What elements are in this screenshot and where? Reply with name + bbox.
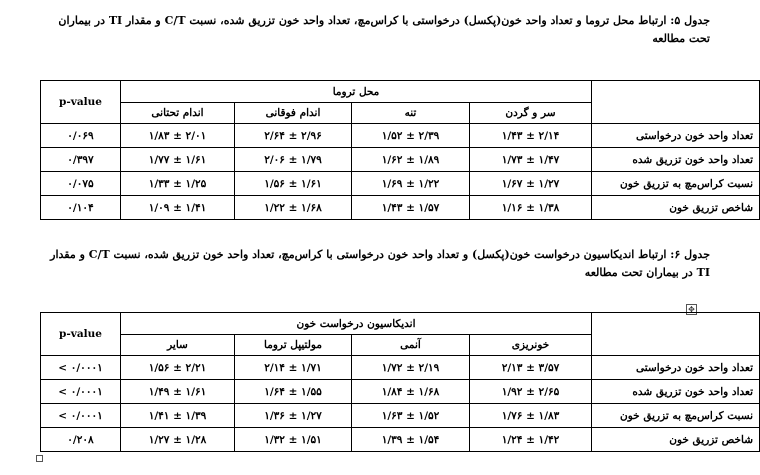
table-cell: ۱/۷۷ ± ۱/۶۱ <box>121 148 235 172</box>
table-row <box>41 148 760 172</box>
column-header: تنه <box>352 103 470 124</box>
table-cell: ۱/۲۲ ± ۱/۶۸ <box>235 196 352 220</box>
pvalue-cell: ۰/۰۶۹ <box>41 124 121 148</box>
pvalue-cell: ۰/۰۰۰۱ > <box>41 356 121 380</box>
table-resize-handle[interactable] <box>36 455 43 462</box>
table-5-caption: جدول ۵: ارتباط محل تروما و تعداد واحد خون(پکسل) درخواستی با کراس‌مچ، تعداد واحد خون تزریق شده، نسبت C/T و مقدار TI در بیماران تحت مطالعه <box>58 14 710 45</box>
table-cell: ۱/۲۷ ± ۱/۲۸ <box>121 428 235 452</box>
table-cell: ۱/۶۲ ± ۱/۸۹ <box>352 148 470 172</box>
table-cell: ۱/۱۶ ± ۱/۳۸ <box>470 196 592 220</box>
table-row <box>41 380 760 404</box>
pvalue-cell: ۰/۰۷۵ <box>41 172 121 196</box>
pvalue-cell: ۰/۲۰۸ <box>41 428 121 452</box>
table-cell: ۱/۶۴ ± ۱/۵۵ <box>235 380 352 404</box>
table-move-handle-icon[interactable]: ✥ <box>686 304 697 315</box>
pvalue-cell: ۰/۳۹۷ <box>41 148 121 172</box>
row-label: نسبت کراس‌مچ به تزریق خون <box>592 172 760 196</box>
column-header: اندام فوقانی <box>235 103 352 124</box>
table-cell: ۱/۴۹ ± ۱/۶۱ <box>121 380 235 404</box>
row-label-header <box>592 313 760 356</box>
table-cell: ۱/۶۷ ± ۱/۲۷ <box>470 172 592 196</box>
group-header: محل تروما <box>121 81 592 103</box>
pvalue-cell: ۰/۱۰۴ <box>41 196 121 220</box>
table-cell: ۱/۰۹ ± ۱/۴۱ <box>121 196 235 220</box>
column-header: سر و گردن <box>470 103 592 124</box>
pvalue-header: p-value <box>41 81 121 124</box>
table-row <box>41 124 760 148</box>
table-cell: ۱/۳۶ ± ۱/۲۷ <box>235 404 352 428</box>
table-cell: ۱/۵۲ ± ۲/۳۹ <box>352 124 470 148</box>
table-cell: ۱/۳۲ ± ۱/۵۱ <box>235 428 352 452</box>
table-cell: ۱/۵۶ ± ۱/۶۱ <box>235 172 352 196</box>
column-header: مولتیپل تروما <box>235 335 352 356</box>
table-cell: ۱/۸۳ ± ۲/۰۱ <box>121 124 235 148</box>
table-6 <box>40 312 760 452</box>
table-cell: ۱/۷۲ ± ۲/۱۹ <box>352 356 470 380</box>
table-cell: ۱/۶۳ ± ۱/۵۲ <box>352 404 470 428</box>
table-cell: ۱/۳۹ ± ۱/۵۴ <box>352 428 470 452</box>
table-cell: ۲/۰۶ ± ۱/۷۹ <box>235 148 352 172</box>
column-header: اندام تحتانی <box>121 103 235 124</box>
table-row <box>41 356 760 380</box>
table-cell: ۲/۶۴ ± ۲/۹۶ <box>235 124 352 148</box>
table-cell: ۱/۲۴ ± ۱/۴۲ <box>470 428 592 452</box>
table-cell: ۱/۴۳ ± ۲/۱۴ <box>470 124 592 148</box>
table-cell: ۱/۴۱ ± ۱/۳۹ <box>121 404 235 428</box>
table-cell: ۲/۱۴ ± ۱/۷۱ <box>235 356 352 380</box>
group-header: اندیکاسیون درخواست خون <box>121 313 592 335</box>
table-row <box>41 172 760 196</box>
table-row <box>41 196 760 220</box>
table-6-caption: جدول ۶: ارتباط اندیکاسیون درخواست خون(پکسل) و تعداد واحد خون درخواستی با کراس‌مچ، تعداد واحد خون تزریق شده، نسبت C/T و مقدار TI در بیماران تحت مطالعه <box>50 248 710 279</box>
row-label: تعداد واحد خون درخواستی <box>592 356 760 380</box>
pvalue-cell: ۰/۰۰۰۱ > <box>41 380 121 404</box>
table-cell: ۱/۴۳ ± ۱/۵۷ <box>352 196 470 220</box>
pvalue-cell: ۰/۰۰۰۱ > <box>41 404 121 428</box>
row-label-header <box>592 81 760 124</box>
row-label: نسبت کراس‌مچ به تزریق خون <box>592 404 760 428</box>
table-cell: ۱/۹۲ ± ۲/۶۵ <box>470 380 592 404</box>
table-cell: ۱/۷۶ ± ۱/۸۳ <box>470 404 592 428</box>
column-header: آنمی <box>352 335 470 356</box>
table-row <box>41 404 760 428</box>
column-header: خونریزی <box>470 335 592 356</box>
table-row <box>41 428 760 452</box>
column-header: سایر <box>121 335 235 356</box>
table-cell: ۱/۷۳ ± ۱/۴۷ <box>470 148 592 172</box>
table-cell: ۱/۳۳ ± ۱/۲۵ <box>121 172 235 196</box>
row-label: تعداد واحد خون تزریق شده <box>592 380 760 404</box>
table-5 <box>40 80 760 220</box>
row-label: تعداد واحد خون درخواستی <box>592 124 760 148</box>
row-label: شاخص تزریق خون <box>592 428 760 452</box>
table-cell: ۱/۶۹ ± ۱/۲۲ <box>352 172 470 196</box>
row-label: شاخص تزریق خون <box>592 196 760 220</box>
pvalue-header: p-value <box>41 313 121 356</box>
row-label: تعداد واحد خون تزریق شده <box>592 148 760 172</box>
table-cell: ۲/۱۳ ± ۳/۵۷ <box>470 356 592 380</box>
table-cell: ۱/۵۶ ± ۲/۲۱ <box>121 356 235 380</box>
table-cell: ۱/۸۴ ± ۱/۶۸ <box>352 380 470 404</box>
